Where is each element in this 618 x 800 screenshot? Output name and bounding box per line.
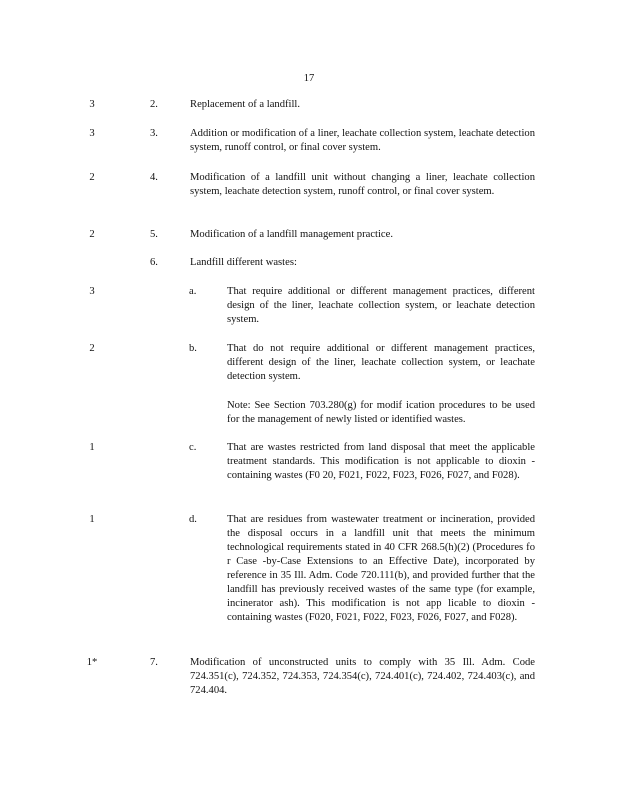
- item-number: 5.: [150, 229, 158, 240]
- item-text: Modification of a landfill unit without changing a liner, leachate collection system, leachate detection system, runoff control, or final cover system.: [190, 172, 535, 197]
- item-number: 3.: [150, 128, 158, 139]
- sub-item-text: That are wastes restricted from land disposal that meet the applicable treatment standards. This modification is not applicable to dioxin -containing wastes (F0 20, F021, F022, F023, F026, F027, and F028).: [227, 442, 535, 481]
- class-level: 2: [89, 343, 95, 354]
- class-level: 3: [89, 286, 95, 297]
- class-level: 1: [89, 514, 95, 525]
- sub-item-text: That do not require additional or different management practices, different design of the liner, leachate collection system, or leachate detection system.: [227, 343, 535, 382]
- page-number: 17: [303, 73, 315, 84]
- item-text: Landfill different wastes:: [190, 257, 297, 268]
- sub-item-letter: a.: [189, 286, 197, 297]
- sub-item-letter: d.: [189, 514, 197, 525]
- item-text: Replacement of a landfill.: [190, 99, 301, 110]
- class-level: 3: [89, 99, 95, 110]
- item-text: Addition or modification of a liner, leachate collection system, leachate detection system, runoff control, or final cover system.: [190, 128, 535, 153]
- class-level: 3: [89, 128, 95, 139]
- class-level: 2: [89, 229, 95, 240]
- sub-item-letter: c.: [189, 442, 197, 453]
- item-number: 7.: [150, 657, 158, 668]
- class-level: 1*: [86, 657, 98, 668]
- item-text: Modification of a landfill management practice.: [190, 229, 393, 240]
- sub-item-text: That require additional or different management practices, different design of the liner, leachate collection system, or leachate detection system.: [227, 286, 535, 325]
- item-number: 2.: [150, 99, 158, 110]
- note-text: Note: See Section 703.280(g) for modif ication procedures to be used for the management of newly listed or identified wastes.: [227, 400, 535, 425]
- item-text: Modification of unconstructed units to comply with 35 Ill. Adm. Code 724.351(c), 724.352, 724.353, 724.354(c), 724.401(c), 724.402, 724.403(c), and 724.404.: [190, 657, 535, 696]
- sub-item-text: That are residues from wastewater treatment or incineration, provided the disposal occurs in a landfill unit that meets the minimum technological requirements stated in 40 CFR 268.5(h)(2) (Procedures fo r Case -by-Case Extensions to an Effective Date), incorporated by reference in 35 Ill. Adm. Code 720.111(b), and provided further that the landfill has previously received wastes of the same type (for example, incinerator ash). This modification is not app licable to dioxin -containing wastes (F020, F021, F022, F023, F026, F027, and F028).: [227, 514, 535, 623]
- item-number: 4.: [150, 172, 158, 183]
- class-level: 1: [89, 442, 95, 453]
- class-level: 2: [89, 172, 95, 183]
- item-number: 6.: [150, 257, 158, 268]
- sub-item-letter: b.: [189, 343, 197, 354]
